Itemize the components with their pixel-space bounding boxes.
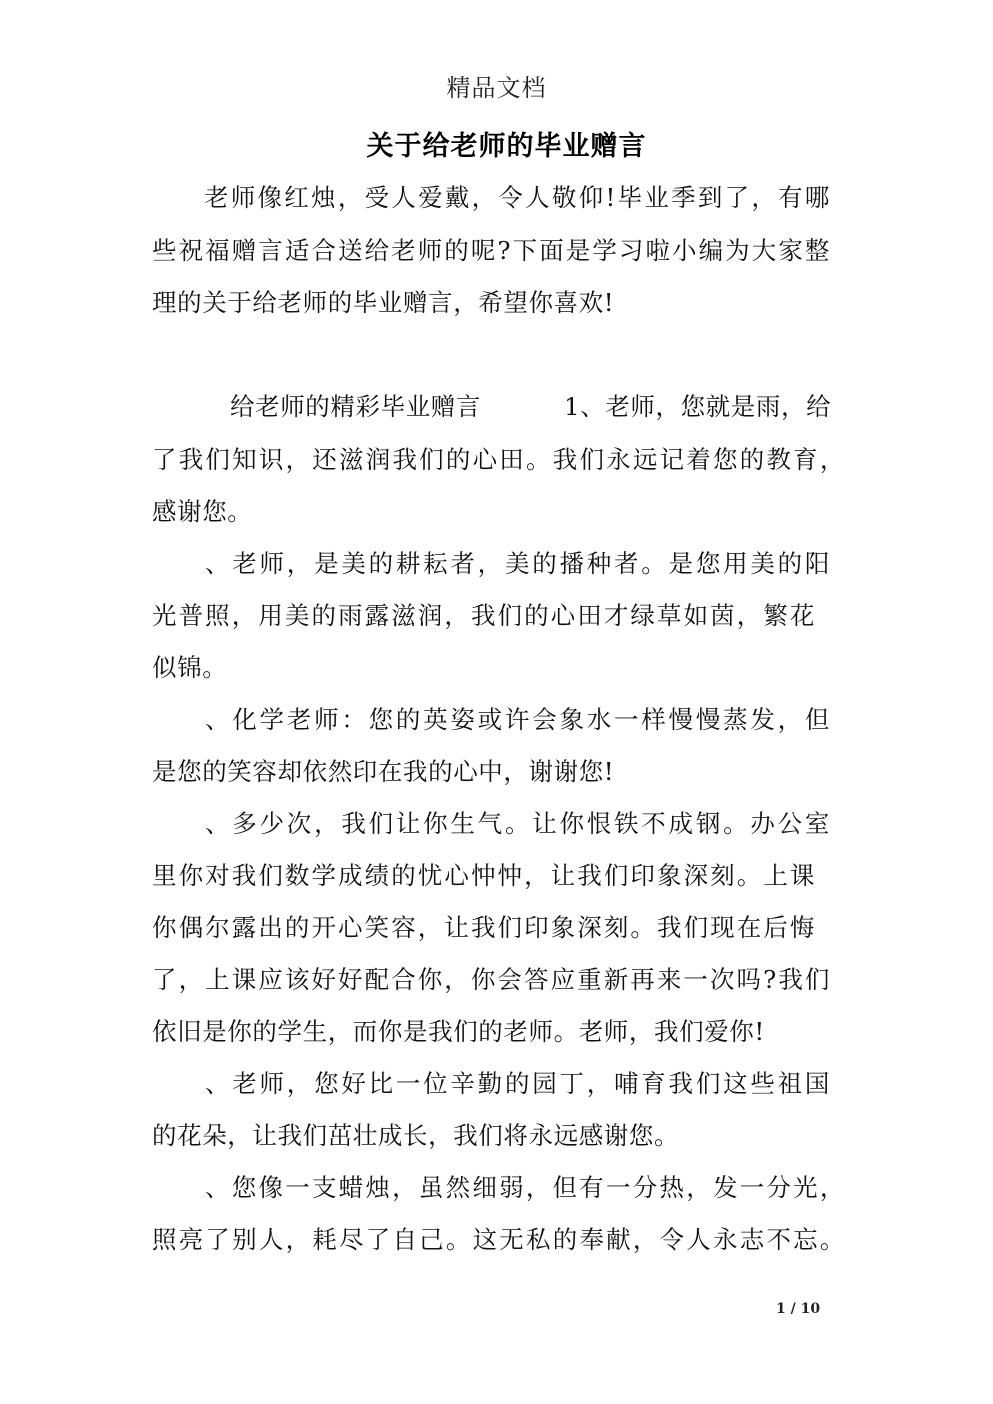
- intro-line-1: 老师像红烛，受人爱戴，令人敬仰!毕业季到了，有哪: [204, 183, 830, 212]
- item-2-line-1: 、老师，是美的耕耘者，美的播种者。是您用美的阳: [205, 549, 830, 578]
- item-5-line-2: 的花朵，让我们茁壮成长，我们将永远感谢您。: [152, 1121, 680, 1150]
- item-4-line-3: 你偶尔露出的开心笑容，让我们印象深刻。我们现在后悔: [152, 913, 815, 942]
- item-4-line-2: 里你对我们数学成绩的忧心忡忡，让我们印象深刻。上课: [152, 861, 815, 890]
- item-4-line-5: 依旧是你的学生，而你是我们的老师。老师，我们爱你!: [152, 1017, 765, 1046]
- item-1-line-3: 感谢您。: [152, 497, 253, 526]
- section-heading: 给老师的精彩毕业赠言: [230, 392, 481, 421]
- item-6-line-2: 照亮了别人，耗尽了自己。这无私的奉献，令人永志不忘。: [152, 1225, 845, 1254]
- item-6-line-1: 、您像一支蜡烛，虽然细弱，但有一分热，发一分光，: [205, 1173, 845, 1202]
- intro-line-2: 些祝福赠言适合送给老师的呢?下面是学习啦小编为大家整: [152, 236, 830, 265]
- item-4-line-1: 、多少次，我们让你生气。让你恨铁不成钢。办公室: [205, 809, 830, 838]
- header-label: 精品文档: [446, 74, 547, 102]
- item-4-line-4: 了，上课应该好好配合你，你会答应重新再来一次吗?我们: [152, 965, 830, 994]
- item-3-line-2: 是您的笑容却依然印在我的心中，谢谢您!: [152, 757, 615, 786]
- item-2-line-3: 似锦。: [152, 653, 228, 682]
- item-5-line-1: 、老师，您好比一位辛勤的园丁，哺育我们这些祖国: [205, 1069, 830, 1098]
- item-1-line-2: 了我们知识，还滋润我们的心田。我们永远记着您的教育，: [152, 445, 845, 474]
- document-title: 关于给老师的毕业赠言: [366, 131, 647, 162]
- item-3-line-1: 、化学老师：您的英姿或许会象水一样慢慢蒸发，但: [205, 705, 830, 734]
- page-number: 1 / 10: [776, 1301, 821, 1317]
- intro-line-3: 理的关于给老师的毕业赠言，希望你喜欢!: [152, 288, 615, 317]
- item-1-line-1: 1、老师，您就是雨，给: [564, 392, 832, 421]
- item-2-line-2: 光普照，用美的雨露滋润，我们的心田才绿草如茵，繁花: [152, 601, 815, 630]
